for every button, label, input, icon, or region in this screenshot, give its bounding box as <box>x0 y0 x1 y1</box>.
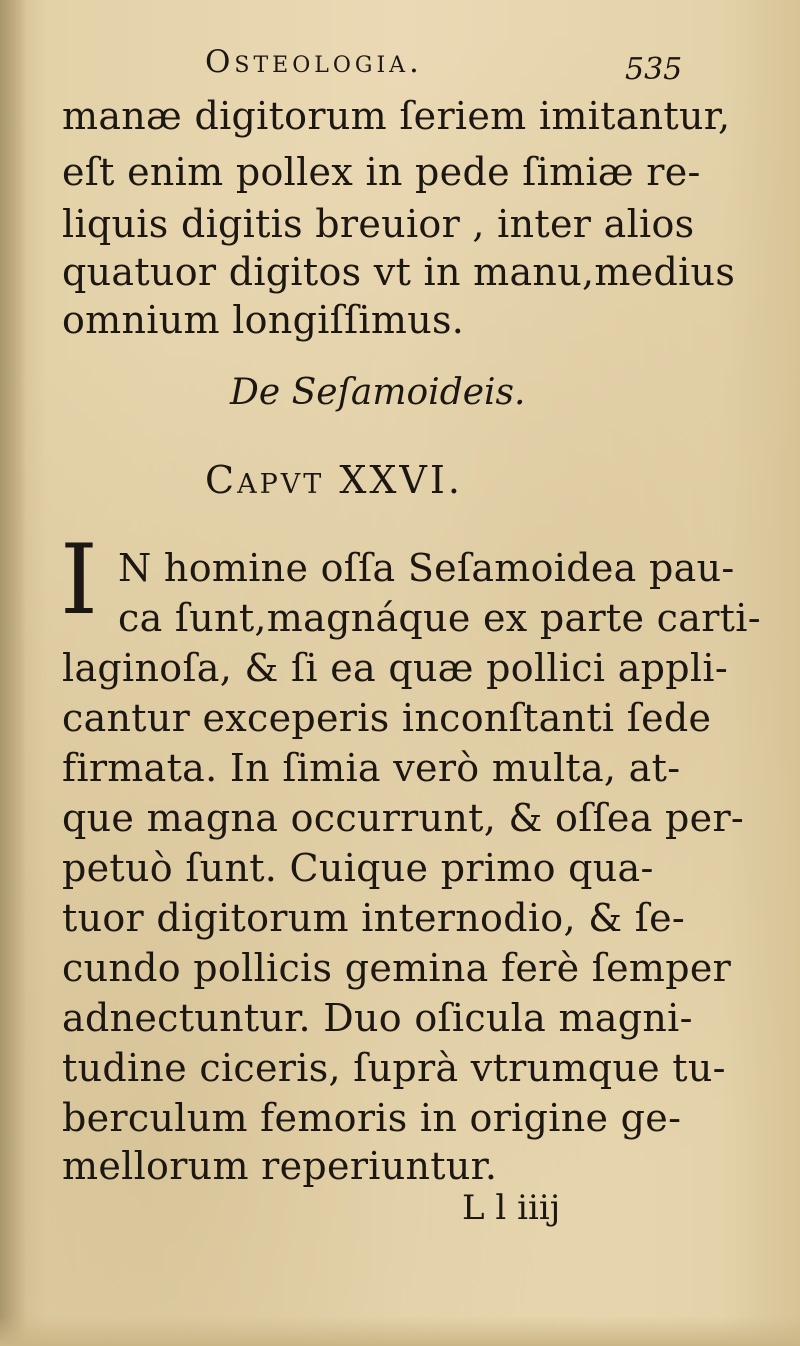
page-bottom-shadow <box>0 1316 800 1346</box>
text-line: cantur exceperis inconſtanti ſede <box>62 696 712 740</box>
chapter-heading: Capvt XXVI. <box>205 458 463 502</box>
text-line: petuò ſunt. Cuique primo qua- <box>62 846 654 890</box>
text-line: omnium longiſſimus. <box>62 298 465 342</box>
text-line: manæ digitorum ſeriem imitantur, <box>62 94 731 138</box>
text-line: liquis digitis breuior , inter alios <box>62 202 695 246</box>
running-head: Osteologia. <box>205 44 423 80</box>
section-subtitle: De Seſamoideis. <box>230 372 526 413</box>
drop-cap: I <box>60 524 98 636</box>
page-number: 535 <box>625 52 683 87</box>
text-line: ca ſunt,magnáque ex parte carti- <box>118 596 761 640</box>
text-line: laginoſa, & ſi ea quæ pollici appli- <box>62 646 728 690</box>
page-gutter-shadow <box>0 0 26 1346</box>
text-line: mellorum reperiuntur. <box>62 1144 498 1188</box>
text-line: tuor digitorum internodio, & ſe- <box>62 896 686 940</box>
text-line: tudine ciceris, ſuprà vtrumque tu- <box>62 1046 726 1090</box>
signature-mark: L l iiij <box>462 1188 561 1228</box>
text-line: quatuor digitos vt in manu,medius <box>62 250 736 294</box>
text-line: adnectuntur. Duo oſicula magni- <box>62 996 693 1040</box>
text-line: firmata. In ſimia verò multa, at- <box>62 746 681 790</box>
text-line: berculum femoris in origine ge- <box>62 1096 682 1140</box>
text-line: N homine oſſa Seſamoidea pau- <box>118 546 735 590</box>
text-line: eſt enim pollex in pede ſimiæ re- <box>62 150 701 194</box>
text-line: cundo pollicis gemina ferè ſemper <box>62 946 732 990</box>
text-line: que magna occurrunt, & oſſea per- <box>62 796 745 840</box>
